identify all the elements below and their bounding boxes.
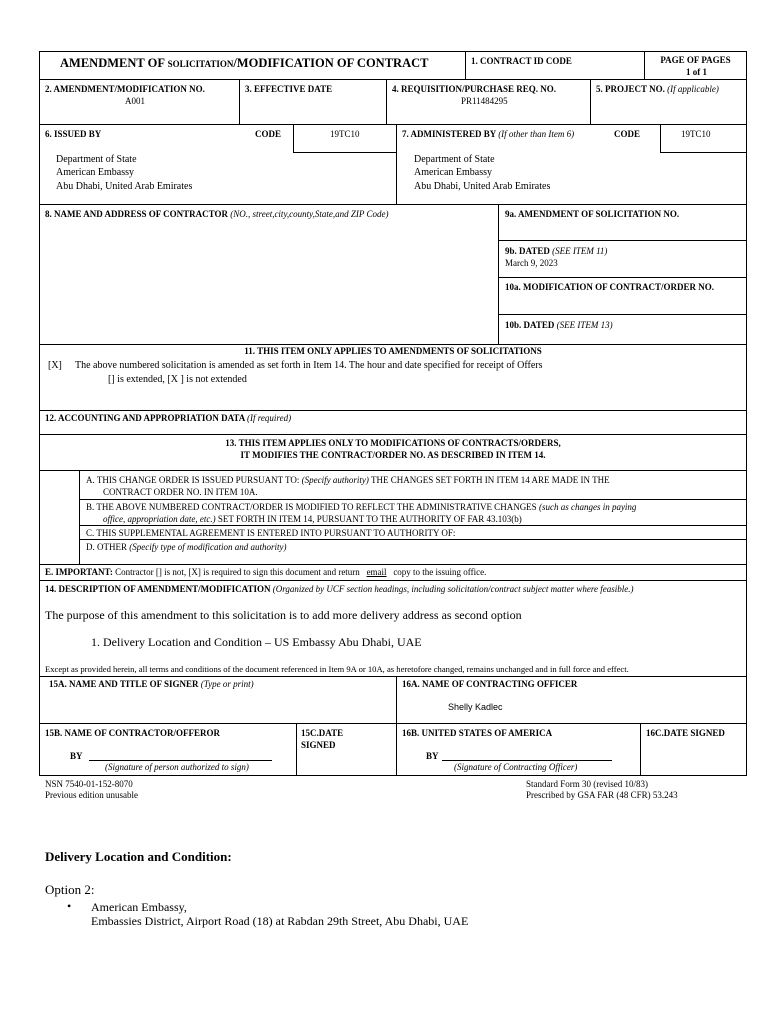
item16b-sig-caption: (Signature of Contracting Officer) [454, 762, 578, 772]
nsn-number: NSN 7540-01-152-8070 [45, 779, 133, 789]
rule [296, 723, 297, 776]
item13-a-note: (Specify authority) [301, 475, 369, 485]
item13-d-note: (Specify type of modification and authority) [129, 542, 287, 552]
item13-b-note: (such as changes in paying [538, 502, 637, 512]
item13-b-note-2: office, appropriation date, etc.) [103, 514, 216, 524]
item-e-label: E. IMPORTANT: [45, 567, 113, 577]
rule [39, 564, 747, 565]
item11-heading: 11. THIS ITEM ONLY APPLIES TO AMENDMENTS OF SOLICITATIONS [244, 346, 542, 356]
item16b-signature-line[interactable] [442, 760, 612, 761]
rule [39, 410, 747, 411]
title-small: SOLICITATION [167, 59, 234, 69]
rule [39, 204, 747, 205]
item7-line-2: American Embassy [414, 167, 493, 178]
rule [39, 470, 747, 471]
item13-d-text: D. OTHER [86, 542, 127, 552]
rule [79, 525, 747, 526]
item8-note: (NO., street,city,county,State,and ZIP Code) [230, 209, 389, 219]
rule [498, 314, 747, 315]
item9b-label [505, 246, 607, 257]
item13-b-line-2 [103, 514, 522, 525]
item4-label: 4. REQUISITION/PURCHASE REQ. NO. [392, 84, 557, 94]
form-title [60, 56, 428, 71]
item8-label [45, 209, 389, 220]
rule [498, 240, 747, 241]
item-e-line [45, 567, 486, 578]
item9b-value: March 9, 2023 [505, 258, 558, 268]
rule [39, 676, 747, 677]
item11-check: [X] [48, 360, 62, 371]
item-e-text-2: copy to the issuing office. [393, 567, 487, 577]
item6-line-1: Department of State [56, 154, 137, 165]
item7-label-text: 7. ADMINISTERED BY [402, 129, 496, 139]
rule [640, 723, 641, 776]
rule [498, 277, 747, 278]
page-of-value: 1 of 1 [686, 67, 707, 77]
rule [465, 51, 466, 79]
item2-label: 2. AMENDMENT/MODIFICATION NO. [45, 84, 205, 94]
item14-item-1: 1. Delivery Location and Condition – US Embassy Abu Dhabi, UAE [91, 635, 422, 649]
item13-b-line-1 [86, 502, 636, 513]
item15c-label-1: 15C.DATE [301, 728, 344, 738]
item4-value: PR11484295 [461, 96, 508, 106]
prescribed-by: Prescribed by GSA FAR (48 CFR) 53.243 [526, 790, 678, 800]
item13-heading-2: IT MODIFIES THE CONTRACT/ORDER NO. AS DESCRIBED IN ITEM 14. [240, 450, 546, 460]
item6-label: 6. ISSUED BY [45, 129, 102, 139]
item16c-label: 16C.DATE SIGNED [646, 728, 725, 738]
item12-label-text: 12. ACCOUNTING AND APPROPRIATION DATA [45, 413, 245, 423]
item-e-text: Contractor [] is not, [X] is required to sign this document and return [115, 567, 360, 577]
rule [239, 79, 240, 124]
item6-line-2: American Embassy [56, 167, 135, 178]
item7-code-label: CODE [614, 129, 641, 139]
rule [39, 79, 747, 80]
item13-a-line-1 [86, 475, 610, 486]
item13-a-line-2: CONTRACT ORDER NO. IN ITEM 10A. [103, 487, 258, 497]
item16b-by: BY [426, 751, 439, 761]
item14-label-text: 14. DESCRIPTION OF AMENDMENT/MODIFICATION [45, 584, 271, 594]
rule [396, 676, 397, 776]
item9a-label: 9a. AMENDMENT OF SOLICITATION NO. [505, 209, 680, 219]
item13-heading-1: 13. THIS ITEM APPLIES ONLY TO MODIFICATIONS OF CONTRACTS/ORDERS, [225, 438, 561, 448]
item10b-label [505, 320, 613, 331]
title-main: AMENDMENT OF [60, 56, 165, 70]
item5-note: (If applicable) [667, 84, 719, 94]
rule [79, 470, 80, 564]
item6-code-label: CODE [255, 129, 282, 139]
item10b-note: (SEE ITEM 13) [556, 320, 613, 330]
item2-value: A001 [125, 96, 145, 106]
item16a-value: Shelly Kadlec [448, 702, 503, 712]
item7-note: (If other than Item 6) [498, 129, 575, 139]
item8-label-text: 8. NAME AND ADDRESS OF CONTRACTOR [45, 209, 229, 219]
item16b-label: 16B. UNITED STATES OF AMERICA [402, 728, 553, 738]
item7-code-value: 19TC10 [681, 129, 711, 139]
item11-text-2: [] is extended, [X ] is not extended [108, 374, 247, 385]
rule [386, 79, 387, 124]
item13-b-text: B. THE ABOVE NUMBERED CONTRACT/ORDER IS MODIFIED TO REFLECT THE ADMINISTRATIVE CHANGES [86, 502, 537, 512]
item1-label: 1. CONTRACT ID CODE [471, 56, 572, 66]
item14-note: (Organized by UCF section headings, including solicitation/contract subject matter where feasible.) [272, 584, 634, 594]
item12-note: (If required) [247, 413, 292, 423]
item10a-label: 10a. MODIFICATION OF CONTRACT/ORDER NO. [505, 282, 715, 292]
item5-label [596, 84, 719, 95]
item15b-label: 15B. NAME OF CONTRACTOR/OFFEROR [45, 728, 221, 738]
rule [39, 434, 747, 435]
rule [498, 204, 499, 344]
item6-line-3: Abu Dhabi, United Arab Emirates [56, 181, 193, 192]
bullet-icon: • [67, 899, 72, 913]
item14-purpose: The purpose of this amendment to this solicitation is to add more delivery address as second option [45, 608, 522, 622]
title-end: /MODIFICATION OF CONTRACT [233, 56, 429, 70]
item13-b-text-2: SET FORTH IN ITEM 14, PURSUANT TO THE AUTHORITY OF FAR 43.103(b) [217, 514, 522, 524]
attachment-line-1: American Embassy, [91, 900, 187, 914]
item15b-by: BY [70, 751, 83, 761]
item3-label: 3. EFFECTIVE DATE [245, 84, 333, 94]
item15b-sig-caption: (Signature of person authorized to sign) [105, 762, 249, 772]
item14-label [45, 584, 634, 595]
item7-label [402, 129, 574, 140]
item15a-label [49, 679, 254, 690]
item13-c-line: C. THIS SUPPLEMENTAL AGREEMENT IS ENTERED INTO PURSUANT TO AUTHORITY OF: [86, 528, 456, 538]
item7-line-3: Abu Dhabi, United Arab Emirates [414, 181, 551, 192]
previous-edition: Previous edition unusable [45, 790, 138, 800]
item14-except: Except as provided herein, all terms and conditions of the document referenced in Item 9A or 10A, as heretofore changed, remains unchanged and in full force and effect. [45, 664, 629, 674]
item15c-label-2: SIGNED [301, 740, 336, 750]
item15b-signature-line[interactable] [89, 760, 272, 761]
item12-label [45, 413, 291, 424]
item15a-note: (Type or print) [200, 679, 254, 689]
item11-text: The above numbered solicitation is amended as set forth in Item 14. The hour and date specified for receipt of Offers [75, 360, 543, 371]
item13-d-line [86, 542, 286, 553]
item13-a-text-2: THE CHANGES SET FORTH IN ITEM 14 ARE MADE IN THE [370, 475, 610, 485]
item10b-label-text: 10b. DATED [505, 320, 555, 330]
attachment-line-2: Embassies District, Airport Road (18) at Rabdan 29th Street, Abu Dhabi, UAE [91, 914, 469, 928]
item13-a-text: A. THIS CHANGE ORDER IS ISSUED PURSUANT TO: [86, 475, 300, 485]
rule [79, 499, 747, 500]
rule [39, 344, 747, 345]
item-e-copies: email [366, 567, 387, 577]
attachment-heading: Delivery Location and Condition: [45, 849, 232, 864]
rule [79, 539, 747, 540]
page-of-label: PAGE OF PAGES [660, 55, 731, 65]
rule [590, 79, 591, 124]
item9b-label-text: 9b. DATED [505, 246, 550, 256]
item16a-label: 16A. NAME OF CONTRACTING OFFICER [402, 679, 578, 689]
item7-line-1: Department of State [414, 154, 495, 165]
rule [39, 580, 747, 581]
attachment-option: Option 2: [45, 882, 95, 897]
item15a-label-text: 15A. NAME AND TITLE OF SIGNER [49, 679, 199, 689]
item9b-note: (SEE ITEM 11) [552, 246, 608, 256]
item6-code-value: 19TC10 [330, 129, 360, 139]
item5-label-text: 5. PROJECT NO. [596, 84, 665, 94]
standard-form: Standard Form 30 (revised 10/83) [526, 779, 648, 789]
